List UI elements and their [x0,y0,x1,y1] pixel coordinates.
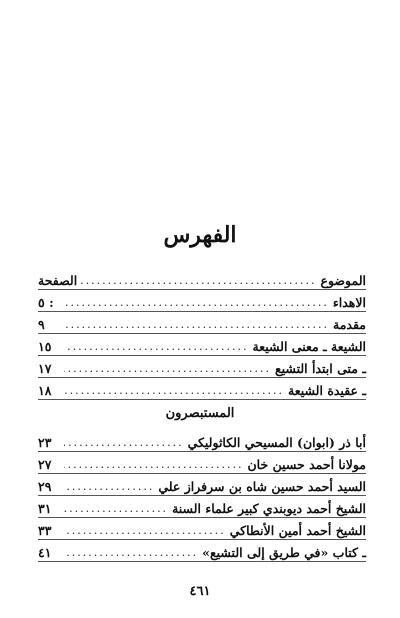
toc-entry-text: السيد أحمد حسين شاه بن سرفراز علي [158,479,366,494]
toc-entry-text: ـ كتاب «في طريق إلى التشيع» [202,545,366,560]
toc-entry [38,290,366,312]
toc-entry [38,452,366,474]
toc-bottom-list [38,430,366,562]
toc-entry-page: ٩ [38,317,45,332]
leader-dots [64,456,244,473]
leader-dots [64,360,271,377]
toc-entry-text: الشيعة ـ معنى الشيعة [252,339,366,354]
toc-entry-text: مقدمة [333,317,366,332]
leader-dots [64,316,329,333]
toc-entry-page: ٣٣ [38,523,52,538]
leader-dots [64,294,329,311]
toc-entry-page: ١٧ [38,361,52,376]
toc-entry-page: : ٥ [38,295,54,310]
page-title: الفهرس [163,222,237,248]
toc-entry-text: ـ عقيدة الشيعة [288,383,366,398]
toc-header-row [38,268,366,290]
toc-entry-text: مولانا أحمد حسين خان [247,457,366,472]
leader-dots [64,522,226,539]
leader-dots [64,338,248,355]
toc-entry-text: أبا ذر (ابوان) المسيحي الكاثوليكي [187,435,366,450]
toc-header-topic: الموضوع [320,273,366,288]
toc-entry-text: الشيخ أحمد أمين الأنطاكي [229,523,366,538]
toc-entry [38,474,366,496]
toc-entry-page: ٢٣ [38,435,52,450]
page-number: ٤٦١ [189,584,211,599]
leader-dots [64,544,198,561]
leader-dots [81,272,316,289]
toc-entry-text: ـ متى ابتدأ التشيع [275,361,366,376]
toc-entry [38,356,366,378]
toc-entry-page: ١٥ [38,339,52,354]
toc-entry-text: الشيخ أحمد ديوبندي كبير علماء السنة [172,501,366,516]
toc-entry-text: الاهداء [332,295,366,310]
leader-dots [64,382,284,399]
leader-dots [64,478,154,495]
toc-entry-page: ١٨ [38,383,52,398]
leader-dots [64,500,168,517]
toc-entry [38,312,366,334]
section-title: المستبصرون [165,406,235,421]
toc-top-list [38,268,366,400]
toc-entry [38,540,366,562]
toc-entry [38,518,366,540]
toc-entry [38,430,366,452]
toc-entry-page: ٢٩ [38,479,52,494]
leader-dots [64,434,184,451]
toc-entry [38,378,366,400]
toc-entry-page: ٤١ [38,545,52,560]
toc-entry-page: ٢٧ [38,457,52,472]
toc-entry [38,334,366,356]
toc-entry [38,496,366,518]
toc-entry-page: ٣١ [38,501,52,516]
toc-header-page: الصفحة [38,273,78,288]
